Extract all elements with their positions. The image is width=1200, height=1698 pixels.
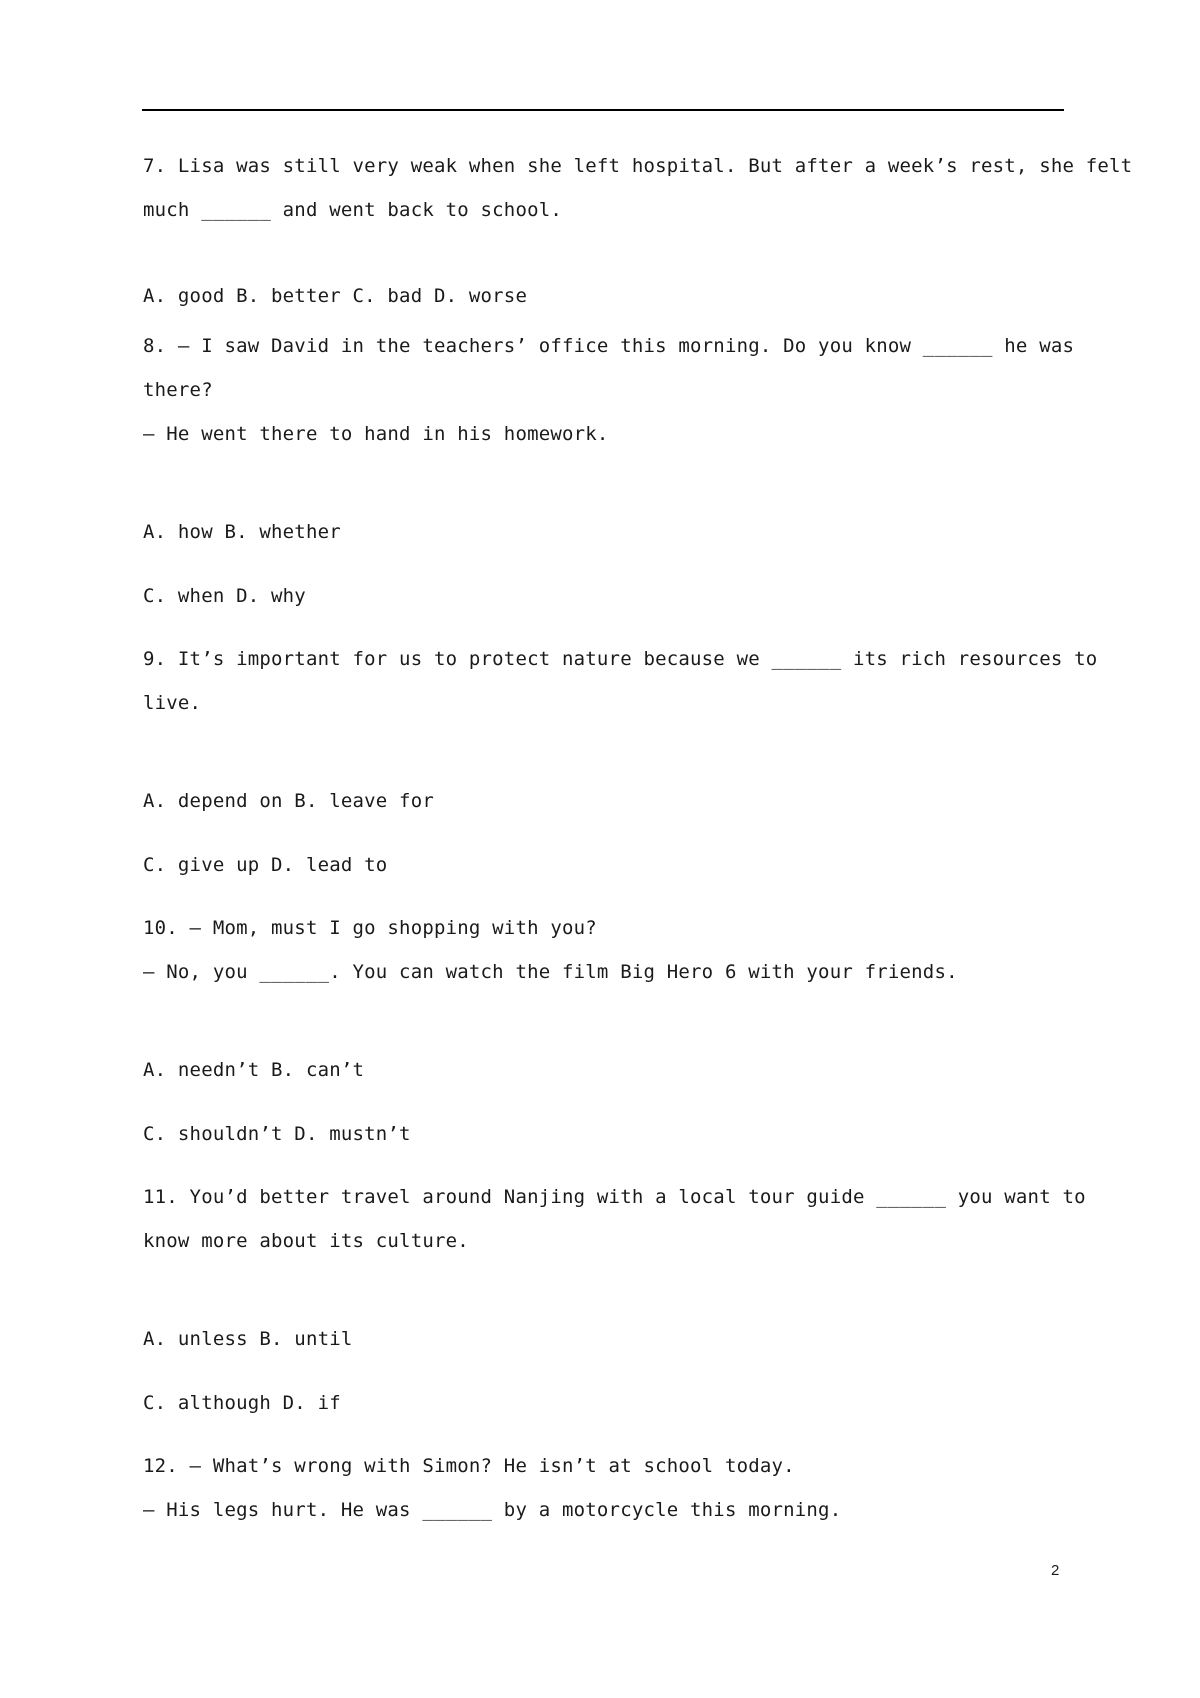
- question-7-line-2: much ______ and went back to school.: [143, 199, 563, 221]
- question-8-line-1: 8. — I saw David in the teachers’ office this morning. Do you know ______ he was: [143, 335, 1075, 357]
- question-10-options-row-1: A. needn’t B. can’t: [143, 1059, 365, 1081]
- question-7-options: A. good B. better C. bad D. worse: [143, 285, 528, 307]
- question-7-line-1: 7. Lisa was still very weak when she left hospital. But after a week’s rest, she felt: [143, 155, 1133, 177]
- page-number: 2: [1051, 1562, 1060, 1579]
- question-9-line-2: live.: [143, 692, 202, 714]
- question-8-options-row-1: A. how B. whether: [143, 521, 341, 543]
- question-9-line-1: 9. It’s important for us to protect nature because we ______ its rich resources to: [143, 648, 1098, 670]
- question-10-line-2: — No, you ______. You can watch the film Big Hero 6 with your friends.: [143, 961, 958, 983]
- question-12-line-1: 12. — What’s wrong with Simon? He isn’t at school today.: [143, 1455, 795, 1477]
- question-11-options-row-2: C. although D. if: [143, 1392, 341, 1414]
- question-12-line-2: — His legs hurt. He was ______ by a motorcycle this morning.: [143, 1499, 842, 1521]
- question-11-options-row-1: A. unless B. until: [143, 1328, 353, 1350]
- question-8-options-row-2: C. when D. why: [143, 585, 306, 607]
- question-8-line-2: there?: [143, 379, 213, 401]
- question-8-answer-line: — He went there to hand in his homework.: [143, 423, 609, 445]
- question-11-line-1: 11. You’d better travel around Nanjing with a local tour guide ______ you want to: [143, 1186, 1086, 1208]
- question-10-line-1: 10. — Mom, must I go shopping with you?: [143, 917, 597, 939]
- header-rule: [142, 109, 1064, 111]
- question-9-options-row-1: A. depend on B. leave for: [143, 790, 434, 812]
- question-11-line-2: know more about its culture.: [143, 1230, 469, 1252]
- question-10-options-row-2: C. shouldn’t D. mustn’t: [143, 1123, 411, 1145]
- question-9-options-row-2: C. give up D. lead to: [143, 854, 388, 876]
